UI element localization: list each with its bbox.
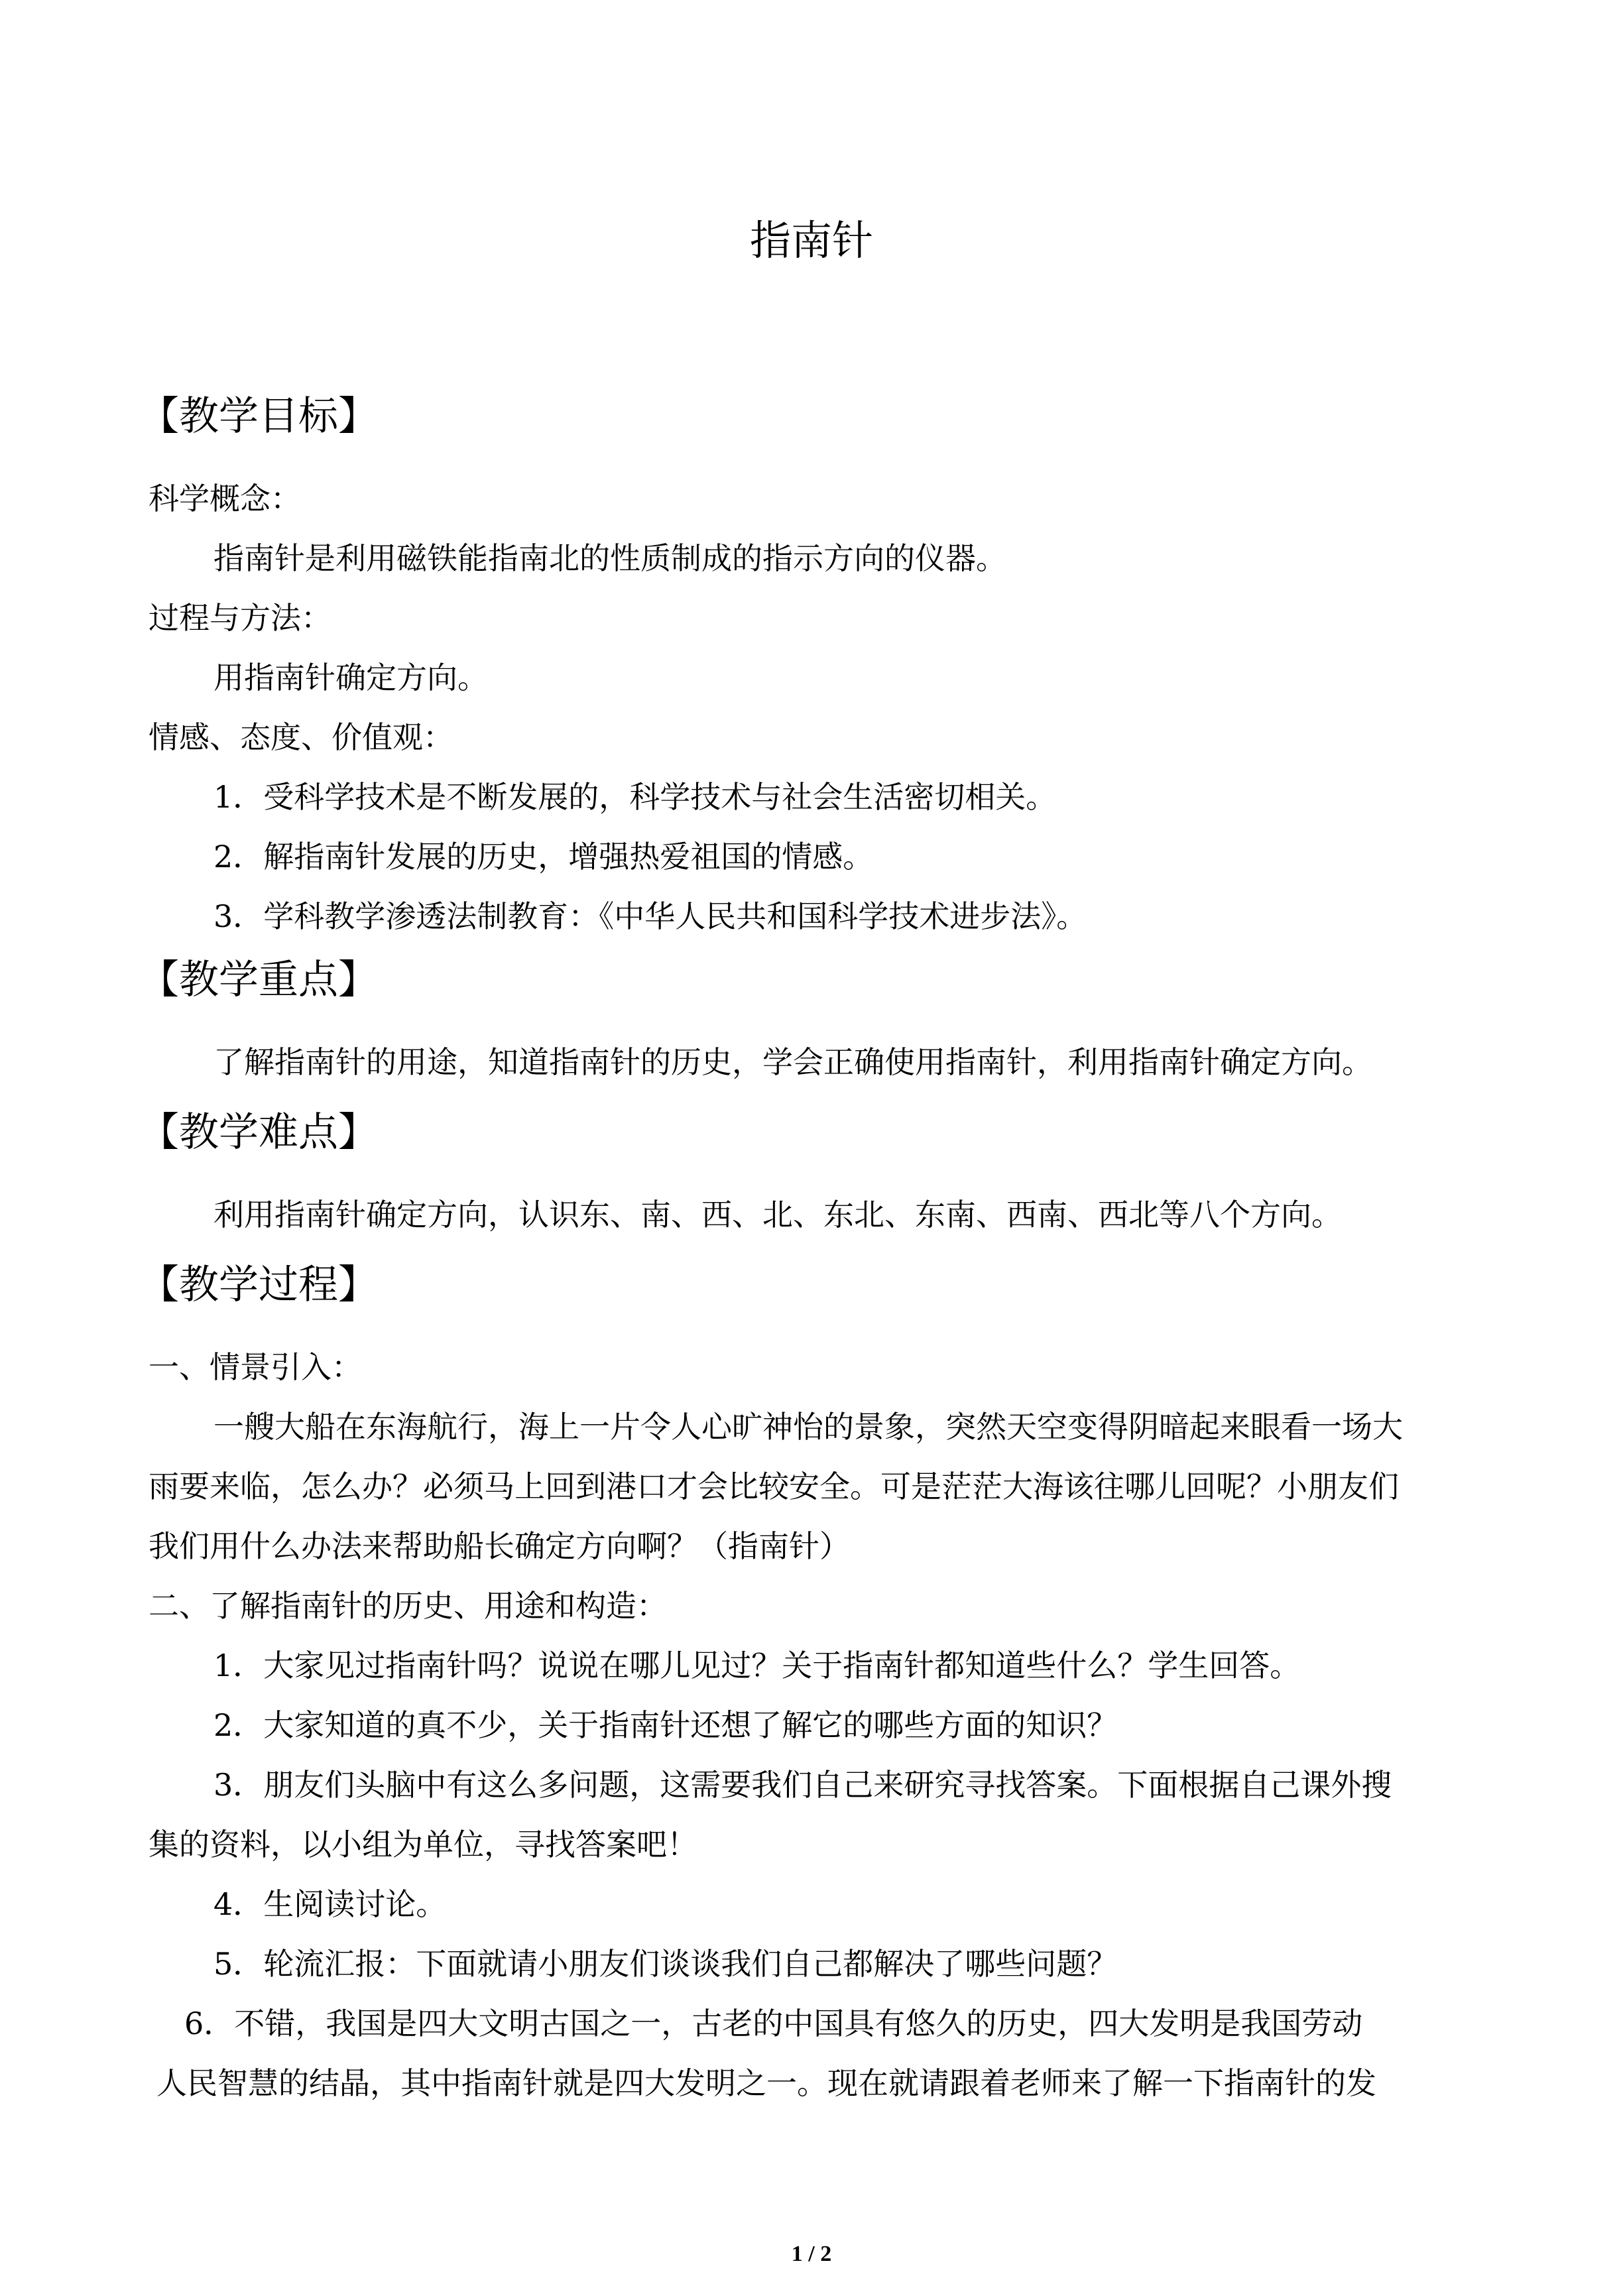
section-heading-difficulties: 【教学难点】 <box>139 1109 378 1156</box>
method-text: 用指南针确定方向。 <box>213 660 488 695</box>
list-item: 6．不错，我国是四大文明古国之一，古老的中国具有悠久的历史，四大发明是我国劳动 <box>184 2006 1363 2041</box>
page-number: 1 / 2 <box>791 2242 832 2266</box>
list-item: 2．解指南针发展的历史，增强热爱祖国的情感。 <box>213 839 874 875</box>
page-title: 指南针 <box>749 216 873 265</box>
list-item: 3．学科教学渗透法制教育：《中华人民共和国科学技术进步法》。 <box>213 898 1087 934</box>
section-heading-objectives: 【教学目标】 <box>139 393 378 440</box>
list-item: 1．大家见过指南针吗？说说在哪儿见过？关于指南针都知道些什么？学生回答。 <box>213 1648 1301 1683</box>
part2-heading: 二、了解指南针的历史、用途和构造： <box>149 1588 667 1624</box>
list-item: 2．大家知道的真不少，关于指南针还想了解它的哪些方面的知识？ <box>213 1707 1118 1743</box>
list-item-continuation: 集的资料，以小组为单位，寻找答案吧！ <box>149 1827 697 1862</box>
concept-text: 指南针是利用磁铁能指南北的性质制成的指示方向的仪器。 <box>213 540 1006 576</box>
key-points-text: 了解指南针的用途，知道指南针的历史，学会正确使用指南针，利用指南针确定方向。 <box>213 1044 1372 1080</box>
concept-heading: 科学概念： <box>149 481 301 516</box>
list-item: 5．轮流汇报：下面就请小朋友们谈谈我们自己都解决了哪些问题？ <box>213 1946 1118 1982</box>
section-heading-process: 【教学过程】 <box>139 1262 378 1308</box>
paragraph-line: 我们用什么办法来帮助船长确定方向啊？（指南针） <box>149 1528 850 1564</box>
section-heading-key-points: 【教学重点】 <box>139 957 378 1003</box>
list-item: 4．生阅读讨论。 <box>213 1886 447 1922</box>
list-item-continuation: 人民智慧的结晶，其中指南针就是四大发明之一。现在就请跟着老师来了解一下指南针的发 <box>156 2065 1376 2101</box>
difficulties-text: 利用指南针确定方向，认识东、南、西、北、东北、东南、西南、西北等八个方向。 <box>213 1197 1342 1233</box>
part1-heading: 一、情景引入： <box>149 1349 362 1385</box>
attitude-heading: 情感、态度、价值观： <box>149 719 453 755</box>
paragraph-line: 雨要来临，怎么办？必须马上回到港口才会比较安全。可是茫茫大海该往哪儿回呢？小朋友们 <box>149 1469 1399 1504</box>
paragraph-line: 一艘大船在东海航行，海上一片令人心旷神怡的景象，突然天空变得阴暗起来眼看一场大 <box>213 1409 1403 1445</box>
list-item: 1．受科学技术是不断发展的，科学技术与社会生活密切相关。 <box>213 779 1057 815</box>
method-heading: 过程与方法： <box>149 600 331 636</box>
list-item: 3．朋友们头脑中有这么多问题，这需要我们自己来研究寻找答案。下面根据自己课外搜 <box>213 1767 1392 1803</box>
